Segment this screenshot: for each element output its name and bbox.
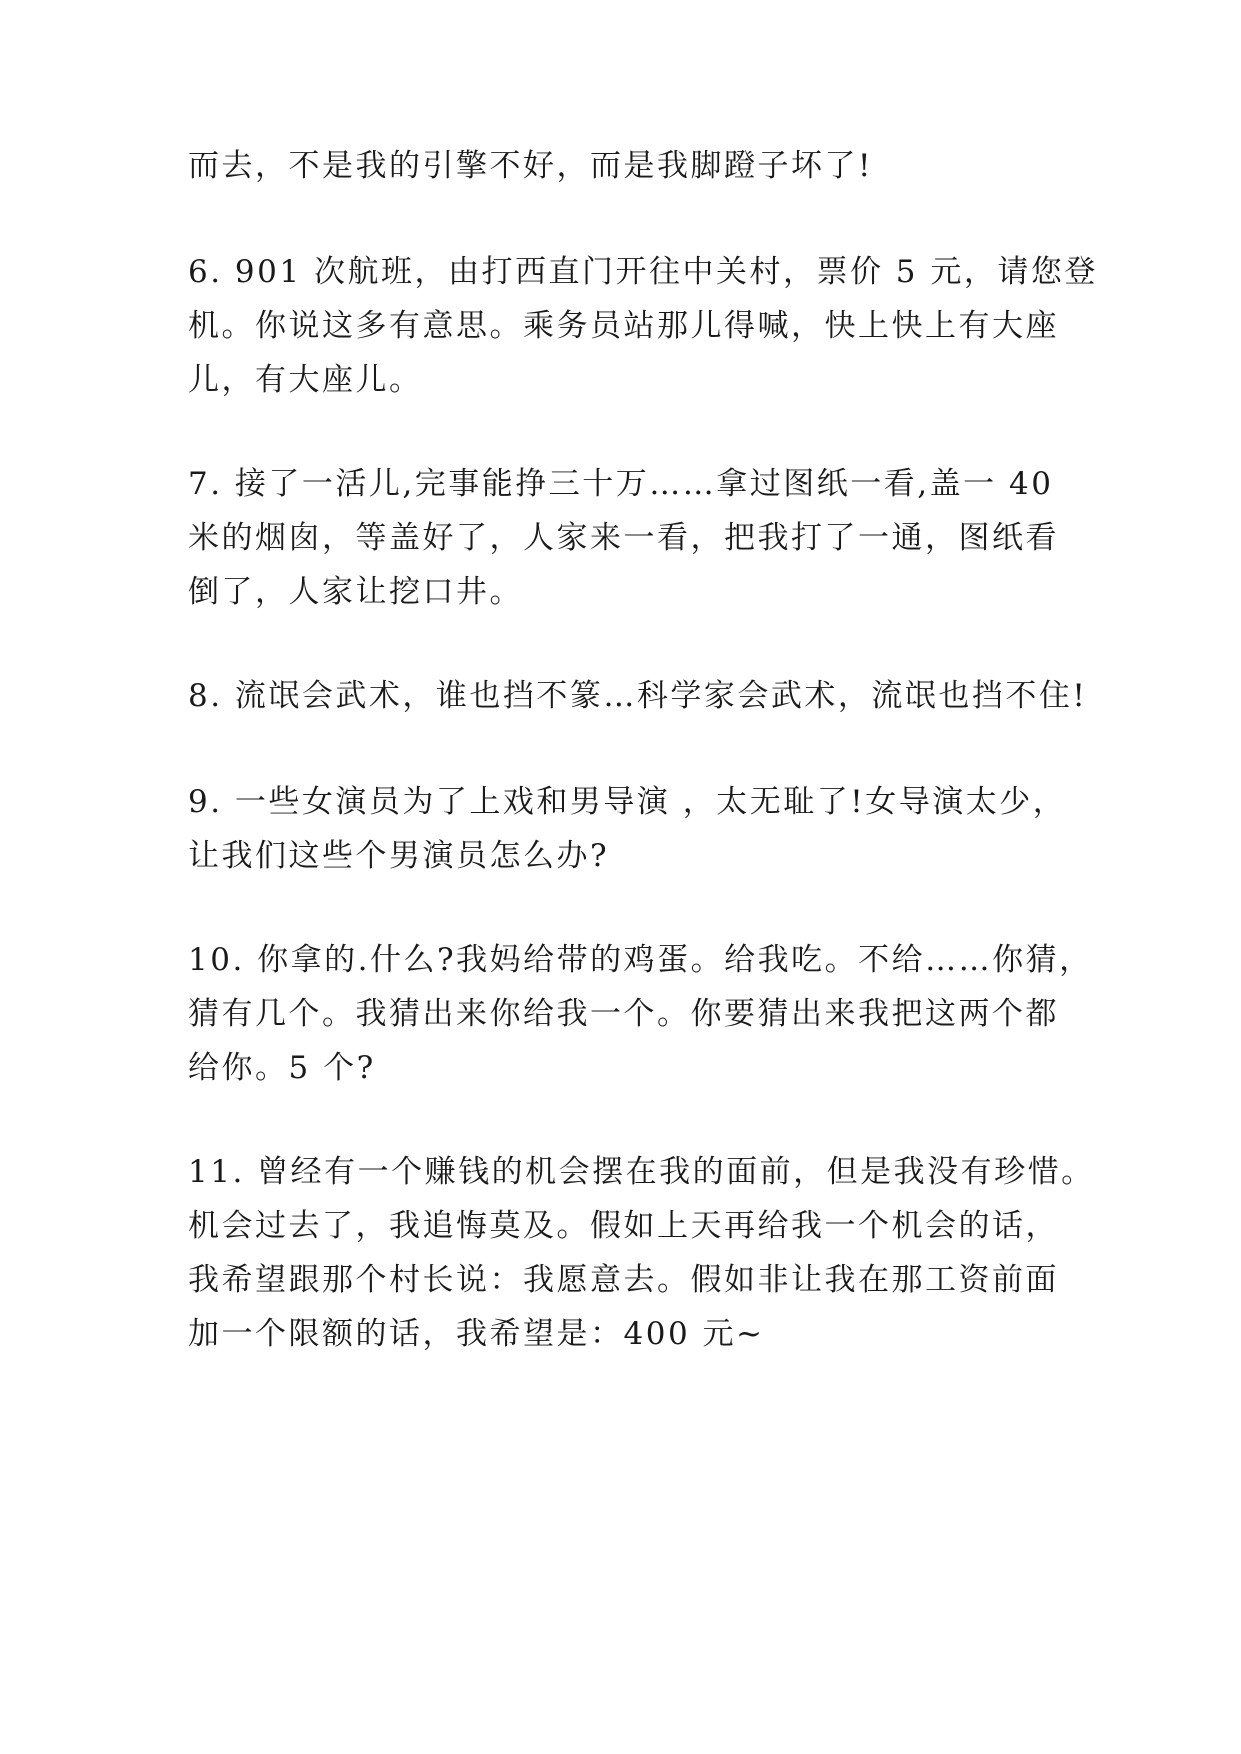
paragraph-9-line-1: 9. 一些女演员为了上戏和男导演 ，太无耻了!女导演太少， bbox=[188, 784, 1067, 820]
paragraph-6-line-2: 机。你说这多有意思。乘务员站那儿得喊，快上快上有大座 bbox=[188, 308, 1059, 344]
paragraph-8-line-1: 8. 流氓会武术，谁也挡不篆…科学家会武术，流氓也挡不住! bbox=[188, 678, 1088, 714]
paragraph-7-line-1: 7. 接了一活儿,完事能挣三十万……拿过图纸一看,盖一 40 bbox=[188, 466, 1054, 502]
paragraph-9-line-2: 让我们这些个男演员怎么办? bbox=[188, 838, 610, 874]
paragraph-10-line-1: 10. 你拿的.什么?我妈给带的鸡蛋。给我吃。不给……你猜， bbox=[188, 942, 1093, 978]
paragraph-11-line-2: 机会过去了，我追悔莫及。假如上天再给我一个机会的话， bbox=[188, 1208, 1059, 1244]
paragraph-6-line-3: 儿，有大座儿。 bbox=[188, 362, 423, 398]
paragraph-11-line-1: 11. 曾经有一个赚钱的机会摆在我的面前，但是我没有珍惜。 bbox=[188, 1154, 1095, 1190]
paragraph-1-line-1: 而去，不是我的引擎不好，而是我脚蹬子坏了! bbox=[188, 148, 873, 184]
paragraph-6-line-1: 6. 901 次航班，由打西直门开往中关村，票价 5 元，请您登 bbox=[188, 254, 1098, 290]
paragraph-11-line-3: 我希望跟那个村长说：我愿意去。假如非让我在那工资前面 bbox=[188, 1262, 1059, 1298]
paragraph-7-line-3: 倒了，人家让挖口井。 bbox=[188, 574, 523, 610]
paragraph-7-line-2: 米的烟囱，等盖好了，人家来一看，把我打了一通，图纸看 bbox=[188, 520, 1059, 556]
paragraph-11-line-4: 加一个限额的话，我希望是：400 元~ bbox=[188, 1316, 765, 1352]
paragraph-10-line-3: 给你。5 个? bbox=[188, 1050, 376, 1086]
paragraph-10-line-2: 猜有几个。我猜出来你给我一个。你要猜出来我把这两个都 bbox=[188, 996, 1059, 1032]
